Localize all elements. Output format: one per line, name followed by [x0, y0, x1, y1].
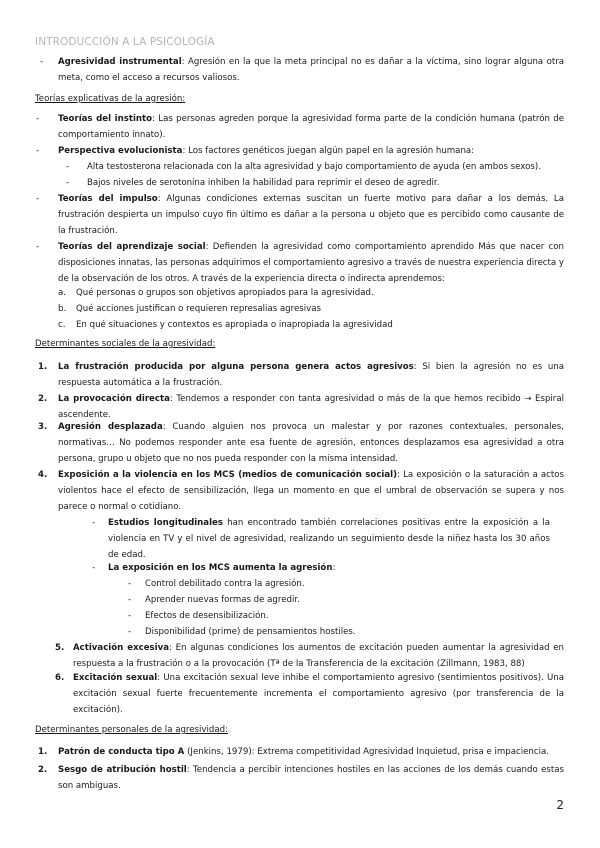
list-item: En qué situaciones y contextos es apropiada o inapropiada la agresividad [76, 320, 393, 330]
bullet-marker: - [66, 162, 70, 172]
term: Patrón de conducta tipo A [58, 747, 185, 757]
bullet-marker: - [36, 114, 40, 124]
list-item: Qué personas o grupos son objetivos apropiados para la agresividad. [76, 288, 374, 298]
list-item: Alta testosterona relacionada con la alta agresividad y bajo comportamiento de ayuda (en ambos sexos). [87, 162, 541, 172]
text: : Tendencia a percibir intenciones hostiles en las acciones de los demás cuando estas son ambiguas. [58, 765, 564, 791]
term: Teorías del instinto [58, 114, 153, 124]
list-item [73, 671, 564, 718]
list-marker: 6. [55, 673, 65, 683]
list-item: Control debilitado contra la agresión. [145, 579, 305, 589]
list-item [58, 468, 564, 515]
section-heading-theories: Teorías explicativas de la agresión: [35, 94, 186, 104]
bullet-marker: - [128, 595, 132, 605]
list-item [108, 516, 550, 563]
term: Teorías del impulso [58, 194, 158, 204]
list-item: Qué acciones justifican o requieren represalias agresivas [76, 304, 321, 314]
text: : Cuando alguien nos provoca un malestar y por razones contextuales, personales, normativas… No podemos responder ante esa fuente de agresión, entonces desplazamos esa agresividad a otra persona, grupo u objeto que no nos pueda responder con la misma intensidad. [58, 422, 565, 464]
list-item [58, 112, 564, 144]
bullet-marker: - [92, 518, 96, 528]
text: : Una excitación sexual leve inhibe el comportamiento agresivo (sentimientos positivos). Una excitación sexual fuerte frecuentemente incrementa el comportamiento agresivo (por transferencia de la excitación). [73, 673, 564, 715]
text: : Defienden la agresividad como comportamiento aprendido Más que nacer con disposiciones innatas, las personas adquirimos el comportamiento agresivo a través de nuestra experiencia directa y de la observación de los otros. A través de la experiencia directa o indirecta aprendemos: [58, 242, 564, 284]
list-marker: 5. [55, 643, 65, 653]
text: : Tendemos a responder con tanta agresividad o más de la que hemos recibido → Espiral ascendente. [58, 394, 564, 420]
list-item [58, 240, 564, 287]
list-item [58, 392, 564, 424]
list-item: Disponibilidad (prime) de pensamientos hostiles. [145, 627, 356, 637]
bullet-marker: - [40, 57, 44, 67]
list-item [58, 745, 564, 761]
list-item [58, 420, 564, 467]
bullet-marker: - [36, 242, 40, 252]
list-marker: 1. [38, 747, 48, 757]
list-item [108, 561, 550, 577]
list-marker: 1. [38, 362, 48, 372]
bullet-marker: - [66, 178, 70, 188]
list-marker: a. [58, 288, 66, 298]
list-item [58, 144, 564, 160]
page-number: 2 [556, 798, 564, 812]
list-marker: 2. [38, 394, 48, 404]
term: La provocación directa [58, 394, 170, 404]
list-marker: 2. [38, 765, 48, 775]
term: Excitación sexual [73, 673, 158, 683]
bullet-marker: - [92, 563, 96, 573]
list-item [73, 641, 564, 673]
text: : [332, 563, 336, 573]
term: Estudios longitudinales [108, 518, 223, 528]
section-heading-social: Determinantes sociales de la agresividad: [35, 339, 216, 349]
page-header: INTRODUCCIÓN A LA PSICOLOGÍA [35, 36, 215, 48]
term: Agresión desplazada [58, 422, 163, 432]
list-marker: c. [58, 320, 66, 330]
term: Perspectiva evolucionista [58, 146, 183, 156]
term: Sesgo de atribución hostil [58, 765, 187, 775]
list-item [58, 763, 564, 795]
list-item [58, 360, 564, 392]
list-item: Aprender nuevas formas de agredir. [145, 595, 300, 605]
text: : La exposición o la saturación a actos violentos hace el efecto de sensibilización, llega un momento en que el umbral de observación se supera y nos parece o normal o cotidiano. [58, 470, 564, 512]
bullet-marker: - [128, 627, 132, 637]
text: : Agresión en la que la meta principal no es dañar a la víctima, sino lograr alguna otra meta, como el acceso a recursos valiosos. [58, 57, 564, 83]
text: : En algunas condiciones los aumentos de excitación pueden aumentar la agresividad en respuesta a la frustración o a la provocación (Tª de la Transferencia de la excitación (Zillmann, 1983, 88) [73, 643, 564, 669]
term: Exposición a la violencia en los MCS (medios de comunicación social) [58, 470, 398, 480]
term: Teorías del aprendizaje social [58, 242, 206, 252]
list-marker: 4. [38, 470, 48, 480]
term: La exposición en los MCS aumenta la agresión [108, 563, 333, 573]
text: : Algunas condiciones externas suscitan un fuerte motivo para dañar a los demás. La frustración despierta un impulso cuyo fin último es dañar a la persona u objeto que es percibido como causante de la frustración. [58, 194, 564, 236]
term: La frustración producida por alguna persona genera actos agresivos [58, 362, 414, 372]
list-marker: b. [58, 304, 67, 314]
section-heading-personal: Determinantes personales de la agresividad: [35, 725, 228, 735]
text: : Si bien la agresión no es una respuesta automática a la frustración. [58, 362, 565, 388]
text: han encontrado también correlaciones positivas entre la exposición a la violencia en TV y el nivel de agresividad, realizando un seguimiento desde la niñez hasta los 30 años de edad. [108, 518, 550, 560]
bullet-marker: - [128, 579, 132, 589]
bullet-marker: - [36, 146, 40, 156]
term: Agresividad instrumental [58, 57, 182, 67]
bullet-marker: - [128, 611, 132, 621]
term: Activación excesiva [73, 643, 169, 653]
bullet-marker: - [36, 194, 40, 204]
text: : Las personas agreden porque la agresividad forma parte de la condición humana (patrón de comportamiento innato). [58, 114, 564, 140]
list-marker: 3. [38, 422, 48, 432]
list-item: Bajos niveles de serotonina inhiben la habilidad para reprimir el deseo de agredir. [87, 178, 440, 188]
text: : Los factores genéticos juegan algún papel en la agresión humana: [182, 146, 475, 156]
paragraph-instrumental [58, 55, 564, 87]
text: (Jenkins, 1979): Extrema competitividad Agresividad Inquietud, prisa e impaciencia. [184, 747, 549, 757]
list-item [58, 192, 564, 239]
list-item: Efectos de desensibilización. [145, 611, 269, 621]
